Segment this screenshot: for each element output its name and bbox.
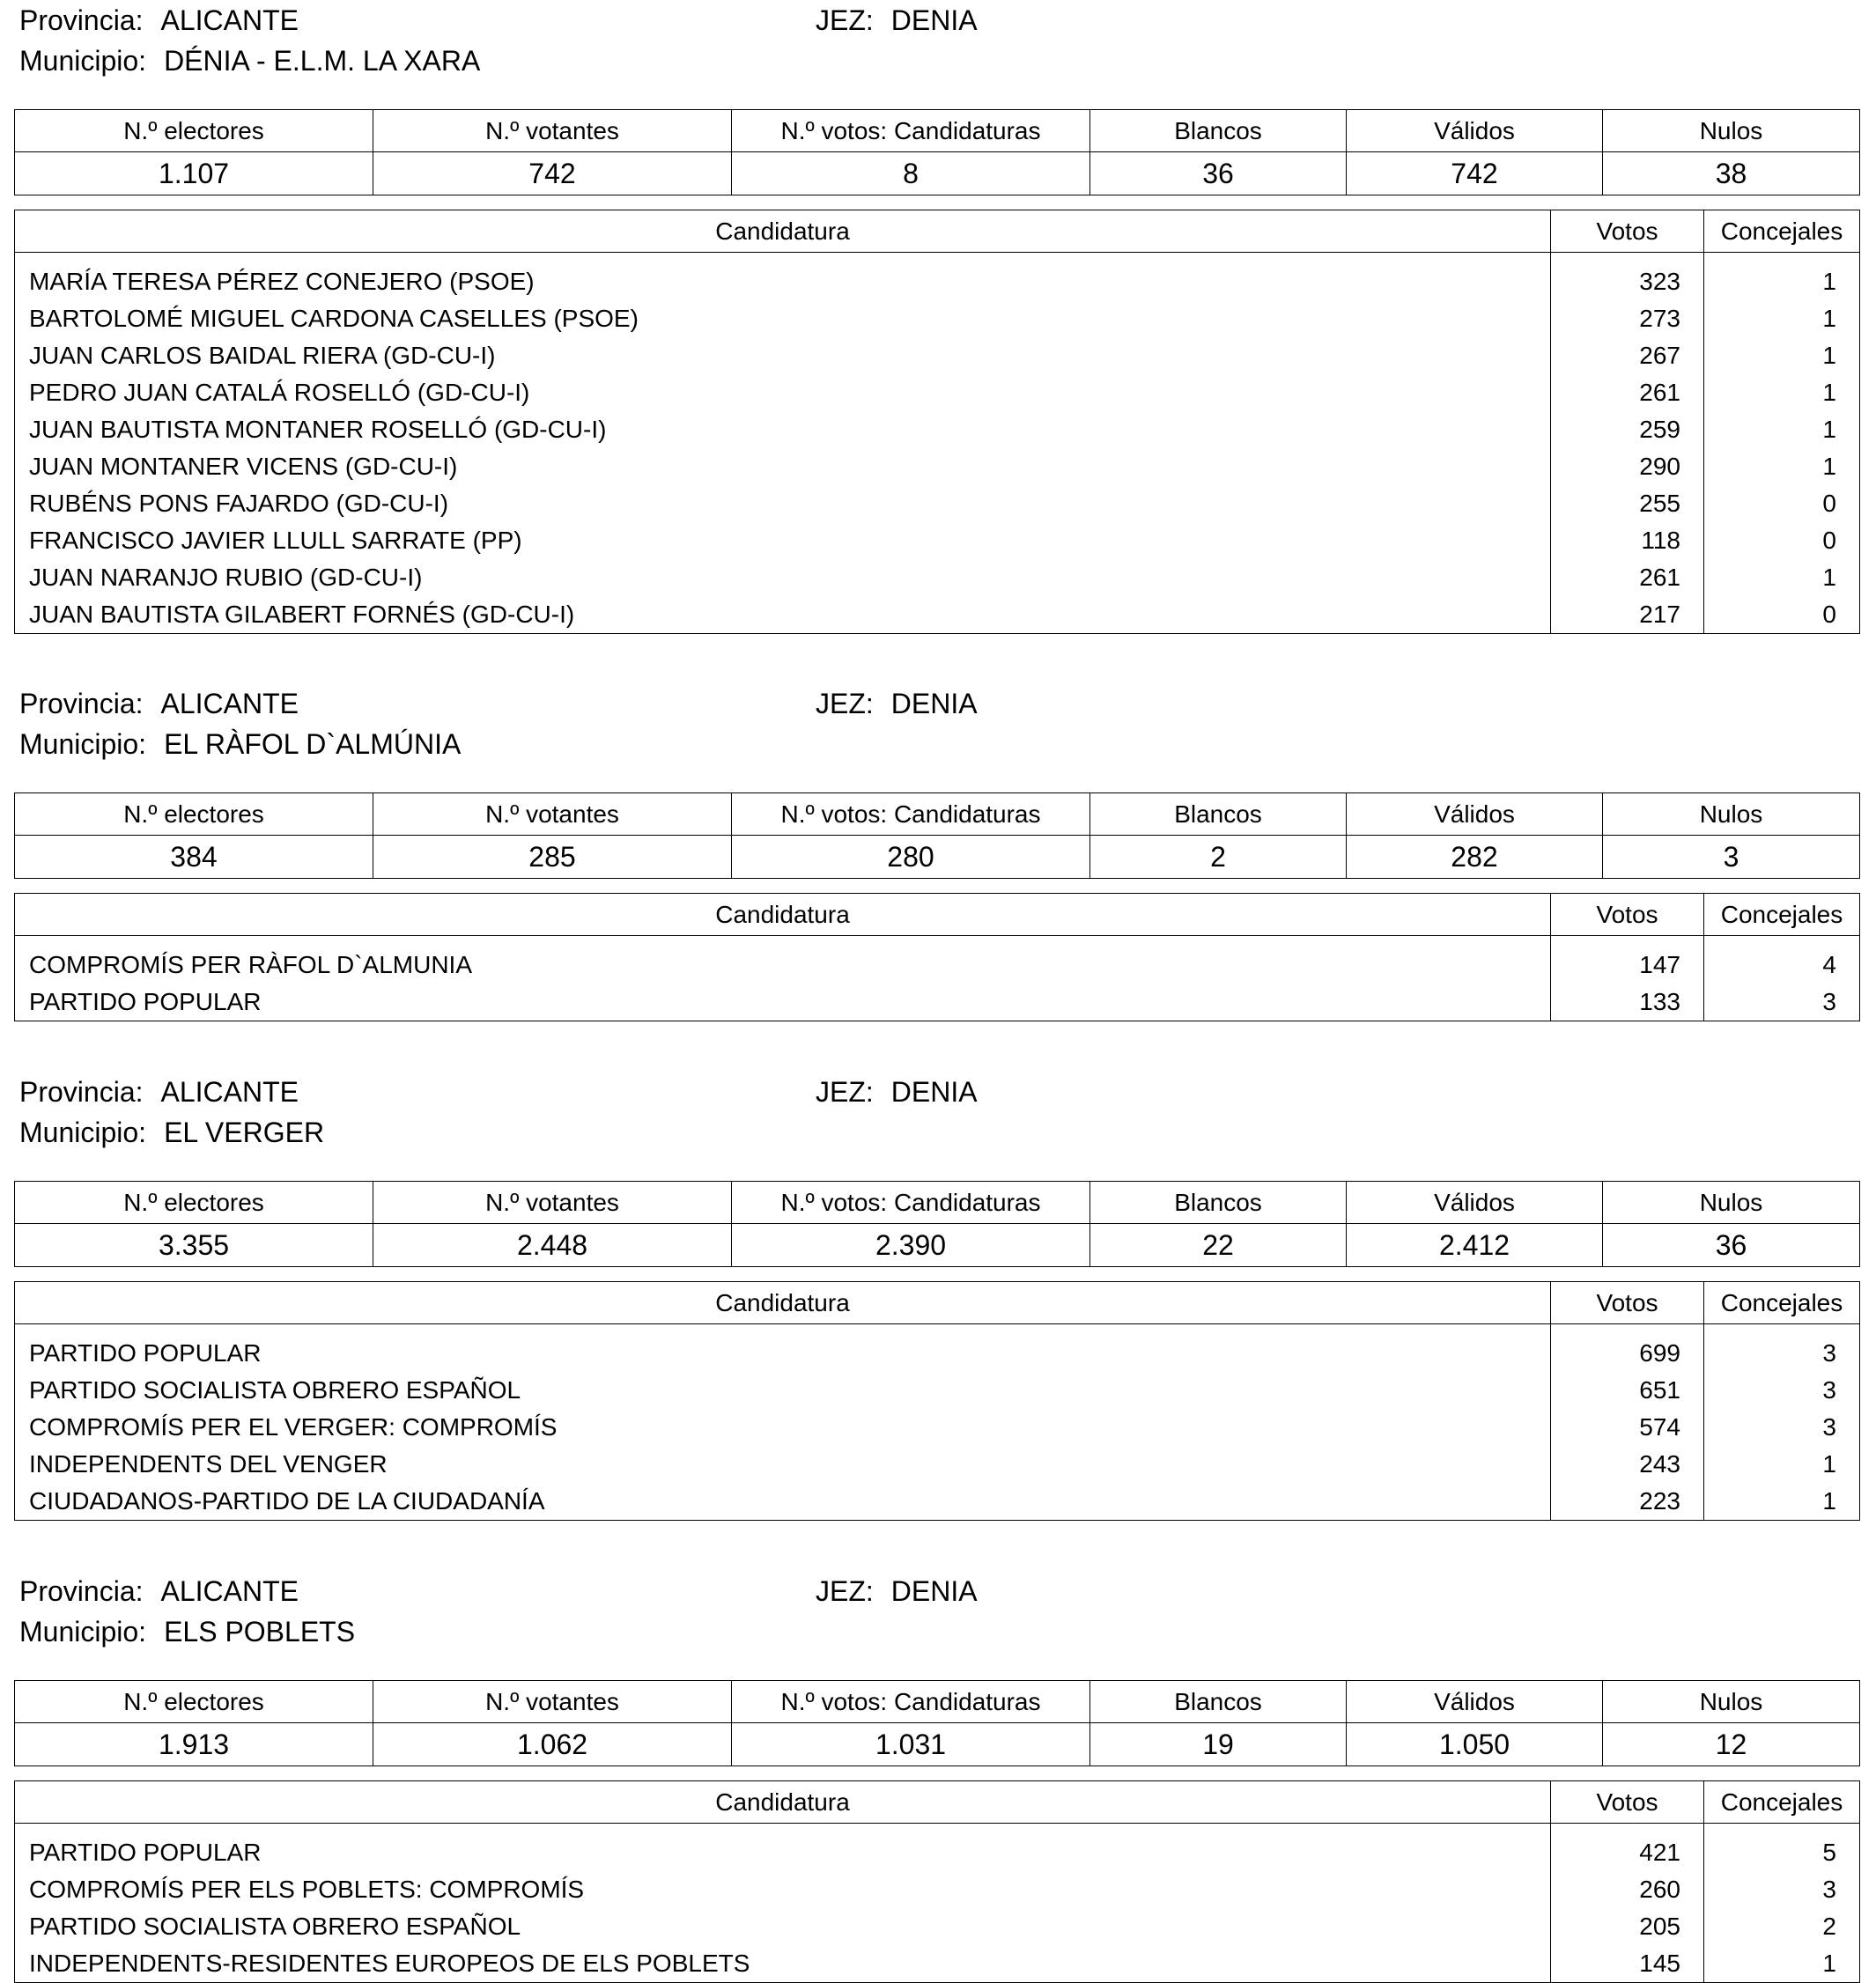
candidate-votos: 574 [1551, 1409, 1704, 1446]
candidate-name: JUAN MONTANER VICENS (GD-CU-I) [15, 448, 1551, 485]
municipality-header [14, 683, 1859, 760]
candidate-votos: 118 [1551, 522, 1704, 559]
candidate-concejales: 4 [1822, 951, 1836, 978]
votantes-value: 1.062 [373, 1723, 732, 1766]
nulos-value: 3 [1603, 836, 1860, 879]
candidate-votos: 255 [1551, 485, 1704, 522]
municipio-label: Municipio: [19, 728, 147, 760]
candidate-row [15, 984, 1860, 1021]
candidate-concejales: 1 [1822, 305, 1836, 332]
candidate-row [15, 936, 1860, 984]
candidate-concejales: 1 [1822, 1450, 1836, 1478]
candidate-row [15, 485, 1860, 522]
candidate-votos: 205 [1551, 1908, 1704, 1945]
candidate-row [15, 1871, 1860, 1908]
validos-value: 742 [1347, 152, 1603, 195]
candidate-concejales: 3 [1822, 1376, 1836, 1404]
votantes-value: 285 [373, 836, 732, 879]
blancos-value: 22 [1090, 1224, 1347, 1267]
candidate-votos: 261 [1551, 559, 1704, 596]
candidate-name: PARTIDO POPULAR [15, 1824, 1551, 1872]
provincia-value: ALICANTE [160, 1076, 299, 1108]
validos-header: Válidos [1347, 1182, 1603, 1224]
candidate-name: BARTOLOMÉ MIGUEL CARDONA CASELLES (PSOE) [15, 300, 1551, 337]
nulos-value: 38 [1603, 152, 1860, 195]
candidate-row [15, 337, 1860, 374]
municipality-block [14, 0, 1859, 634]
candidate-concejales: 3 [1822, 1413, 1836, 1441]
candidate-name: JUAN BAUTISTA MONTANER ROSELLÓ (GD-CU-I) [15, 411, 1551, 448]
municipality-block [14, 683, 1859, 1021]
concejales-header: Concejales [1704, 1282, 1860, 1324]
votantes-header: N.º votantes [373, 1681, 732, 1723]
blancos-header: Blancos [1090, 110, 1347, 152]
candidate-concejales: 3 [1822, 1876, 1836, 1903]
candidate-name: COMPROMÍS PER EL VERGER: COMPROMÍS [15, 1409, 1551, 1446]
candidate-votos: 261 [1551, 374, 1704, 411]
summary-values-row [15, 1224, 1860, 1267]
candidate-row [15, 1409, 1860, 1446]
blancos-header: Blancos [1090, 793, 1347, 836]
municipality-header [14, 1571, 1859, 1648]
candidate-row [15, 1446, 1860, 1483]
provincia-label: Provincia: [19, 1575, 144, 1607]
jez-label: JEZ: [816, 1575, 874, 1607]
candidate-concejales: 2 [1822, 1913, 1836, 1940]
candidate-concejales: 0 [1822, 490, 1836, 517]
blancos-value: 2 [1090, 836, 1347, 879]
candidate-row [15, 300, 1860, 337]
nulos-header: Nulos [1603, 1182, 1860, 1224]
nulos-header: Nulos [1603, 793, 1860, 836]
candidates-header-row [15, 210, 1860, 253]
electores-value: 1.107 [15, 152, 373, 195]
candidates-header-row [15, 894, 1860, 936]
candidate-votos: 145 [1551, 1945, 1704, 1983]
nulos-value: 12 [1603, 1723, 1860, 1766]
nulos-header: Nulos [1603, 110, 1860, 152]
jez-value: DENIA [890, 1575, 978, 1607]
candidate-name: CIUDADANOS-PARTIDO DE LA CIUDADANÍA [15, 1483, 1551, 1521]
validos-header: Válidos [1347, 1681, 1603, 1723]
concejales-header: Concejales [1704, 210, 1860, 253]
votos-candidaturas-value: 2.390 [732, 1224, 1090, 1267]
candidatura-header: Candidatura [15, 210, 1551, 253]
electores-header: N.º electores [15, 1681, 373, 1723]
votantes-header: N.º votantes [373, 793, 732, 836]
candidate-row [15, 253, 1860, 301]
validos-header: Válidos [1347, 110, 1603, 152]
candidate-votos: 290 [1551, 448, 1704, 485]
votos-candidaturas-header: N.º votos: Candidaturas [732, 1182, 1090, 1224]
candidates-table [14, 893, 1860, 1021]
candidate-name: JUAN NARANJO RUBIO (GD-CU-I) [15, 559, 1551, 596]
votos-candidaturas-value: 280 [732, 836, 1090, 879]
municipio-value: EL VERGER [164, 1117, 325, 1148]
candidate-votos: 223 [1551, 1483, 1704, 1521]
candidate-name: PARTIDO SOCIALISTA OBRERO ESPAÑOL [15, 1908, 1551, 1945]
votantes-header: N.º votantes [373, 1182, 732, 1224]
candidate-row [15, 1945, 1860, 1983]
candidates-table [14, 1780, 1860, 1983]
candidate-votos: 243 [1551, 1446, 1704, 1483]
blancos-header: Blancos [1090, 1182, 1347, 1224]
concejales-header: Concejales [1704, 1781, 1860, 1824]
candidate-row [15, 522, 1860, 559]
candidate-row [15, 1372, 1860, 1409]
votos-candidaturas-header: N.º votos: Candidaturas [732, 793, 1090, 836]
electores-header: N.º electores [15, 793, 373, 836]
candidatura-header: Candidatura [15, 1781, 1551, 1824]
municipality-block [14, 1571, 1859, 1983]
candidate-row [15, 1824, 1860, 1872]
votantes-header: N.º votantes [373, 110, 732, 152]
nulos-header: Nulos [1603, 1681, 1860, 1723]
jez-label: JEZ: [816, 688, 874, 719]
votos-header: Votos [1551, 894, 1704, 936]
candidates-table [14, 210, 1860, 634]
provincia-label: Provincia: [19, 688, 144, 719]
provincia-label: Provincia: [19, 4, 144, 36]
candidate-concejales: 5 [1822, 1839, 1836, 1866]
jez-value: DENIA [890, 4, 978, 36]
candidate-votos: 259 [1551, 411, 1704, 448]
votos-header: Votos [1551, 1282, 1704, 1324]
candidates-table [14, 1281, 1860, 1521]
candidate-concejales: 1 [1822, 379, 1836, 406]
electores-header: N.º electores [15, 1182, 373, 1224]
nulos-value: 36 [1603, 1224, 1860, 1267]
jez-label: JEZ: [816, 4, 874, 36]
provincia-value: ALICANTE [160, 1575, 299, 1607]
summary-values-row [15, 836, 1860, 879]
candidate-name: MARÍA TERESA PÉREZ CONEJERO (PSOE) [15, 253, 1551, 301]
summary-header-row [15, 110, 1860, 152]
candidate-name: JUAN CARLOS BAIDAL RIERA (GD-CU-I) [15, 337, 1551, 374]
candidate-votos: 273 [1551, 300, 1704, 337]
candidate-row [15, 559, 1860, 596]
summary-values-row [15, 152, 1860, 195]
candidate-votos: 133 [1551, 984, 1704, 1021]
provincia-value: ALICANTE [160, 688, 299, 719]
candidate-row [15, 374, 1860, 411]
summary-table [14, 792, 1860, 879]
electores-header: N.º electores [15, 110, 373, 152]
votantes-value: 742 [373, 152, 732, 195]
candidate-concejales: 3 [1822, 988, 1836, 1015]
summary-table [14, 109, 1860, 195]
candidates-header-row [15, 1282, 1860, 1324]
candidates-header-row [15, 1781, 1860, 1824]
votos-candidaturas-value: 8 [732, 152, 1090, 195]
votantes-value: 2.448 [373, 1224, 732, 1267]
summary-header-row [15, 1182, 1860, 1224]
blancos-header: Blancos [1090, 1681, 1347, 1723]
candidate-name: PARTIDO POPULAR [15, 1324, 1551, 1373]
votos-candidaturas-value: 1.031 [732, 1723, 1090, 1766]
candidate-name: COMPROMÍS PER ELS POBLETS: COMPROMÍS [15, 1871, 1551, 1908]
candidate-name: PEDRO JUAN CATALÁ ROSELLÓ (GD-CU-I) [15, 374, 1551, 411]
summary-header-row [15, 793, 1860, 836]
summary-table [14, 1680, 1860, 1766]
electores-value: 384 [15, 836, 373, 879]
candidate-votos: 267 [1551, 337, 1704, 374]
electores-value: 3.355 [15, 1224, 373, 1267]
candidate-concejales: 0 [1822, 601, 1836, 628]
votos-header: Votos [1551, 210, 1704, 253]
candidate-concejales: 3 [1822, 1339, 1836, 1367]
blancos-value: 36 [1090, 152, 1347, 195]
validos-value: 1.050 [1347, 1723, 1603, 1766]
validos-value: 282 [1347, 836, 1603, 879]
candidate-concejales: 1 [1822, 1950, 1836, 1977]
candidate-concejales: 1 [1822, 564, 1836, 591]
candidate-concejales: 1 [1822, 268, 1836, 295]
jez-value: DENIA [890, 688, 978, 719]
candidate-concejales: 1 [1822, 453, 1836, 480]
electores-value: 1.913 [15, 1723, 373, 1766]
validos-header: Válidos [1347, 793, 1603, 836]
candidatura-header: Candidatura [15, 1282, 1551, 1324]
municipality-block [14, 1072, 1859, 1521]
candidate-row [15, 411, 1860, 448]
blancos-value: 19 [1090, 1723, 1347, 1766]
candidate-row [15, 596, 1860, 634]
candidate-row [15, 1908, 1860, 1945]
candidate-name: PARTIDO SOCIALISTA OBRERO ESPAÑOL [15, 1372, 1551, 1409]
candidate-votos: 217 [1551, 596, 1704, 634]
municipio-value: DÉNIA - E.L.M. LA XARA [164, 45, 481, 77]
candidatura-header: Candidatura [15, 894, 1551, 936]
municipio-value: EL RÀFOL D`ALMÚNIA [164, 728, 462, 760]
candidate-name: RUBÉNS PONS FAJARDO (GD-CU-I) [15, 485, 1551, 522]
municipality-header [14, 0, 1859, 77]
candidate-votos: 260 [1551, 1871, 1704, 1908]
municipio-value: ELS POBLETS [164, 1616, 356, 1648]
candidate-row [15, 448, 1860, 485]
candidate-name: INDEPENDENTS DEL VENGER [15, 1446, 1551, 1483]
municipio-label: Municipio: [19, 45, 147, 77]
votos-candidaturas-header: N.º votos: Candidaturas [732, 1681, 1090, 1723]
candidate-row [15, 1483, 1860, 1521]
jez-label: JEZ: [816, 1076, 874, 1108]
summary-values-row [15, 1723, 1860, 1766]
votos-header: Votos [1551, 1781, 1704, 1824]
candidate-row [15, 1324, 1860, 1373]
validos-value: 2.412 [1347, 1224, 1603, 1267]
summary-table [14, 1181, 1860, 1267]
candidate-votos: 323 [1551, 253, 1704, 301]
candidate-name: INDEPENDENTS-RESIDENTES EUROPEOS DE ELS POBLETS [15, 1945, 1551, 1983]
jez-value: DENIA [890, 1076, 978, 1108]
candidate-concejales: 0 [1822, 527, 1836, 554]
provincia-value: ALICANTE [160, 4, 299, 36]
candidate-votos: 421 [1551, 1824, 1704, 1872]
votos-candidaturas-header: N.º votos: Candidaturas [732, 110, 1090, 152]
municipio-label: Municipio: [19, 1616, 147, 1648]
candidate-concejales: 1 [1822, 1487, 1836, 1515]
municipality-header [14, 1072, 1859, 1148]
concejales-header: Concejales [1704, 894, 1860, 936]
candidate-votos: 147 [1551, 936, 1704, 984]
candidate-name: PARTIDO POPULAR [15, 984, 1551, 1021]
candidate-concejales: 1 [1822, 416, 1836, 443]
candidate-name: FRANCISCO JAVIER LLULL SARRATE (PP) [15, 522, 1551, 559]
municipio-label: Municipio: [19, 1117, 147, 1148]
candidate-name: JUAN BAUTISTA GILABERT FORNÉS (GD-CU-I) [15, 596, 1551, 634]
summary-header-row [15, 1681, 1860, 1723]
candidate-votos: 699 [1551, 1324, 1704, 1373]
provincia-label: Provincia: [19, 1076, 144, 1108]
candidate-concejales: 1 [1822, 342, 1836, 369]
candidate-votos: 651 [1551, 1372, 1704, 1409]
candidate-name: COMPROMÍS PER RÀFOL D`ALMUNIA [15, 936, 1551, 984]
